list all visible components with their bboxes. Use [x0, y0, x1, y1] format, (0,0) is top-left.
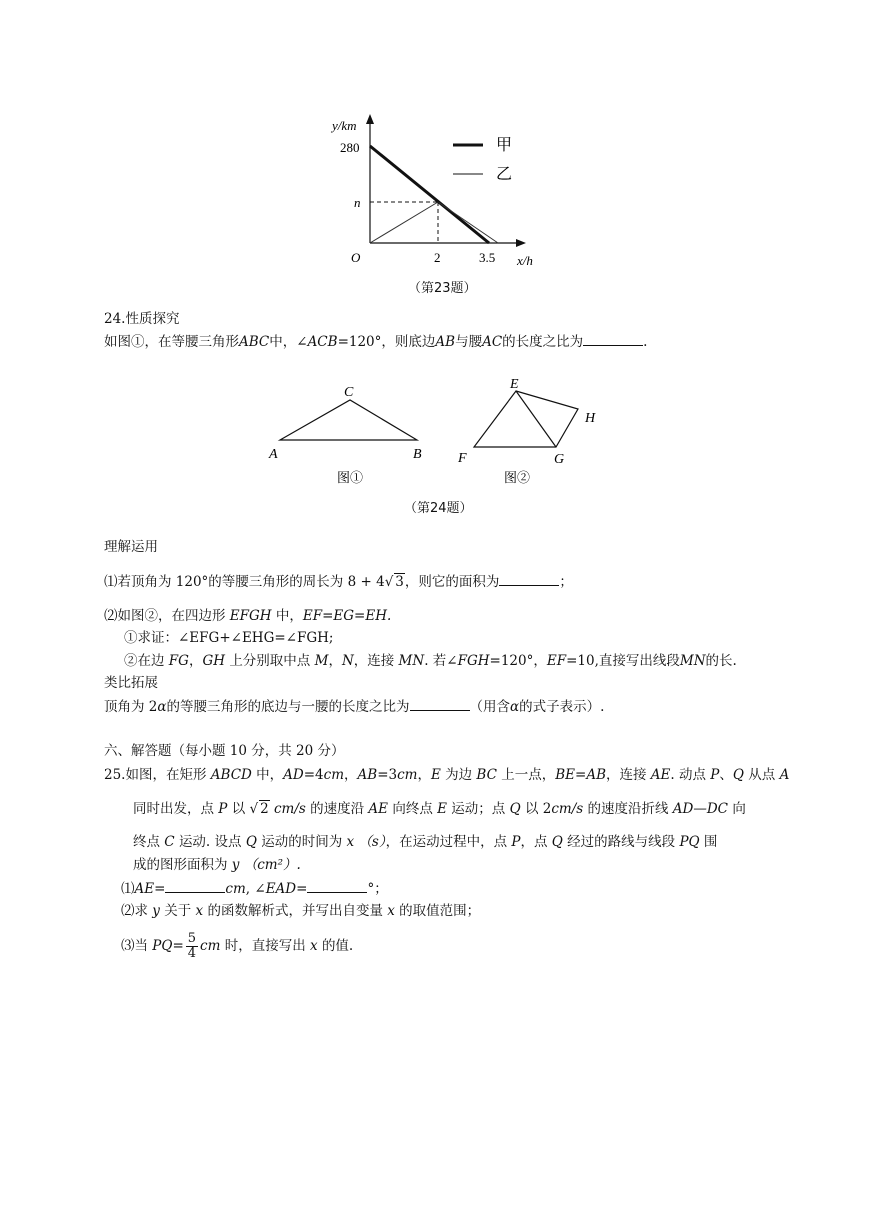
q25-line1: 25.如图，在矩形 ABCD 中，AD=4cm，AB=3cm，E 为边 BC 上一点，BE=AB，连接 AE. 动点 P、Q 从点 A [104, 767, 790, 783]
q25-line2: 同时出发，点 P 以 √ 2 cm/s 的速度沿 AE 向终点 E 运动；点 Q 以 2cm/s 的速度沿折线 AD—DC 向 [133, 801, 746, 817]
line-yi-rise [370, 202, 438, 243]
figure-23-graph [320, 110, 550, 270]
q24-title: 24.性质探究 [104, 311, 180, 327]
q24-intro: 如图①，在等腰三角形ABC中，∠ACB=120°，则底边AB与腰AC的长度之比为 . [104, 331, 647, 352]
extension-question: 顶角为 2α的等腰三角形的底边与一腰的长度之比为 （用含α的式子表示）. [104, 696, 604, 717]
section-6-heading: 六、解答题（每小题 10 分，共 20 分） [104, 743, 345, 759]
point-e: E [510, 377, 519, 392]
segment-eg [516, 391, 556, 447]
line-jia [370, 146, 489, 243]
figure-24-2 [452, 372, 612, 488]
q25-part2: ⑵求 y 关于 x 的函数解析式，并写出自变量 x 的取值范围； [121, 903, 481, 919]
point-b: B [413, 447, 422, 462]
figure-24-1 [262, 378, 432, 488]
answer-blank[interactable] [410, 696, 470, 711]
q24-part2b: ②在边 FG，GH 上分别取中点 M，N，连接 MN. 若∠FGH=120°，EF=10,直接写出线段MN的长. [124, 653, 737, 669]
q24-part2: ⑵如图②，在四边形 EFGH 中，EF=EG=EH. [104, 608, 392, 624]
legend-yi-label: 乙 [496, 166, 513, 183]
x-axis-arrow [516, 239, 526, 247]
origin-label: O [351, 250, 361, 265]
q24-part1: ⑴若顶角为 120°的等腰三角形的周长为 8 + 4√ 3，则它的面积为 ； [104, 571, 573, 592]
point-a: A [269, 447, 278, 462]
figure-24-caption: （第24题） [404, 501, 473, 516]
point-g: G [554, 452, 565, 467]
q25-line3: 终点 C 运动. 设点 Q 运动的时间为 x （s），在运动过程中，点 P，点 Q 经过的路线与线段 PQ 围 [133, 834, 718, 850]
y-axis-arrow [366, 114, 374, 124]
answer-blank[interactable] [583, 331, 643, 346]
line-yi-fall [438, 202, 498, 243]
apply-heading: 理解运用 [104, 539, 158, 555]
q25-part1: ⑴AE= cm, ∠EAD= °； [121, 878, 388, 899]
legend-jia-label: 甲 [496, 137, 513, 154]
y-tick-280: 280 [340, 140, 360, 155]
extension-heading: 类比拓展 [104, 675, 158, 691]
q25-part3: ⑶当 PQ= $\frac{5}{4}$ cm 时，直接写出 x 的值. [121, 931, 354, 961]
figure-1-label: 图① [337, 470, 364, 485]
q25-line4: 成的图形面积为 y （cm²）. [133, 857, 301, 873]
y-axis-label: y/km [332, 118, 357, 133]
figure-2-label: 图② [504, 470, 531, 485]
x-tick-2: 2 [434, 250, 441, 265]
q24-part2a: ①求证：∠EFG+∠EHG=∠FGH; [124, 630, 334, 646]
answer-blank[interactable] [165, 878, 225, 893]
x-axis-label: x/h [517, 253, 533, 268]
answer-blank[interactable] [307, 878, 367, 893]
answer-blank[interactable] [499, 571, 559, 586]
fraction-5-4: $\frac{5}{4}$ [187, 931, 197, 961]
point-h: H [585, 411, 596, 426]
point-f: F [458, 451, 467, 466]
figure-23-caption: （第23题） [408, 281, 477, 296]
y-tick-n: n [354, 195, 361, 210]
x-tick-3.5: 3.5 [479, 250, 496, 265]
quad-efgh [474, 391, 578, 447]
triangle-abc [280, 400, 417, 440]
point-c: C [344, 385, 354, 400]
